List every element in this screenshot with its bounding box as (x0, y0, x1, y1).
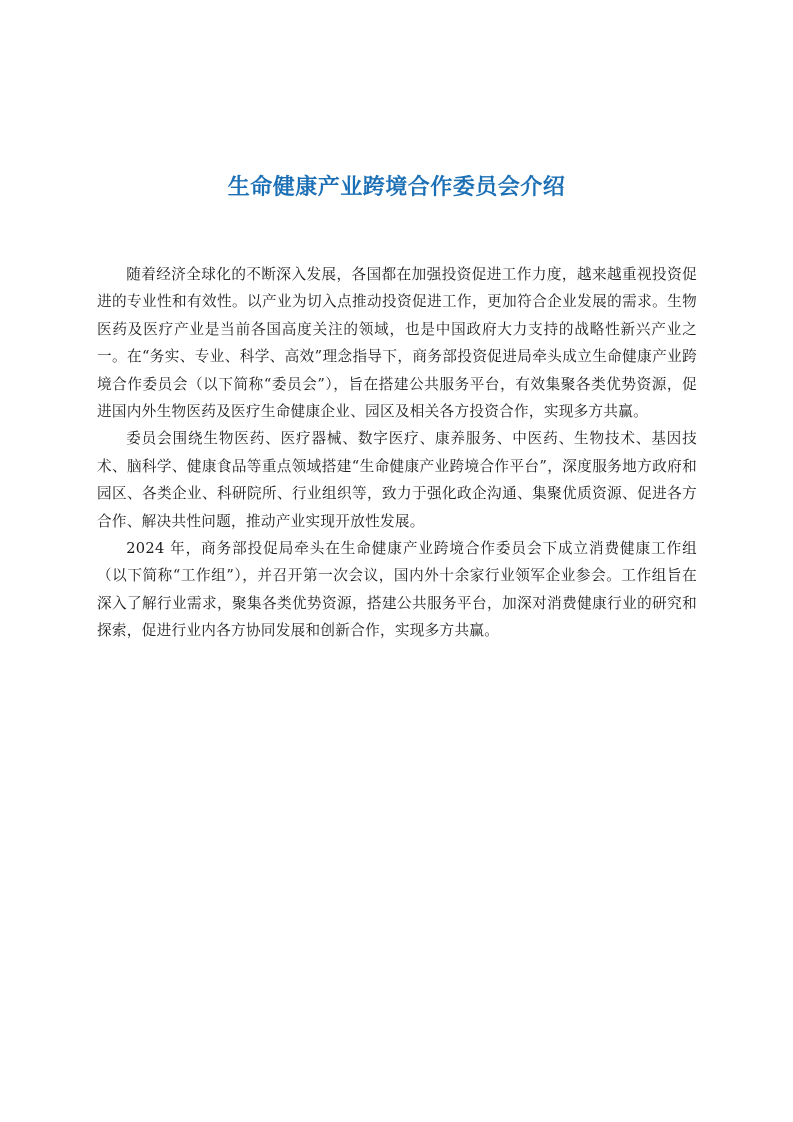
document-body (97, 261, 697, 645)
page-title: 生命健康产业跨境合作委员会介绍 (227, 175, 566, 200)
paragraph-working-group: 2024 年，商务部投促局牵头在生命健康产业跨境合作委员会下成立消费健康工作组（以下简称“工作组”），并召开第一次会议，国内外十余家行业领军企业参会。工作组旨在深入了解行业需求，聚集各类优势资源，搭建公共服务平台，加深对消费健康行业的研究和探索，促进行业内各方协同发展和创新合作，实现多方共赢。 (97, 540, 697, 640)
paragraph-intro: 随着经济全球化的不断深入发展，各国都在加强投资促进工作力度，越来越重视投资促进的专业性和有效性。以产业为切入点推动投资促进工作，更加符合企业发展的需求。生物医药及医疗产业是当前各国高度关注的领域，也是中国政府大力支持的战略性新兴产业之一。在“务实、专业、科学、高效”理念指导下，商务部投资促进局牵头成立生命健康产业跨境合作委员会（以下简称“委员会”），旨在搭建公共服务平台，有效集聚各类优势资源，促进国内外生物医药及医疗生命健康企业、园区及相关各方投资合作，实现多方共赢。 (97, 266, 697, 421)
paragraph-focus-areas: 委员会围绕生物医药、医疗器械、数字医疗、康养服务、中医药、生物技术、基因技术、脑科学、健康食品等重点领域搭建“生命健康产业跨境合作平台”，深度服务地方政府和园区、各类企业、科研院所、行业组织等，致力于强化政企沟通、集聚优质资源、促进各方合作、解决共性问题，推动产业实现开放性发展。 (97, 430, 697, 530)
